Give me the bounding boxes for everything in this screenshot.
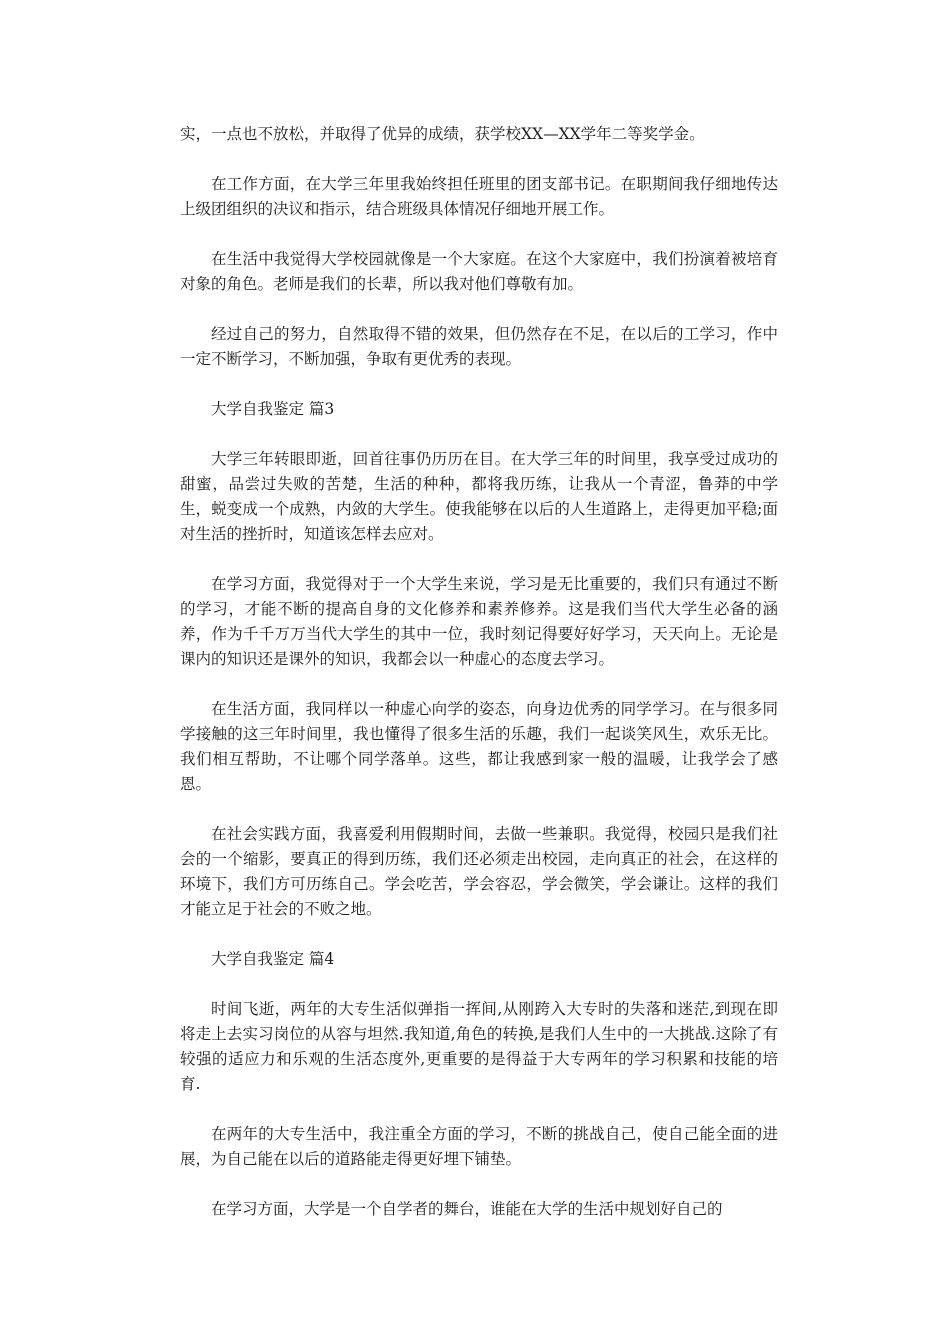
paragraph-intro-3: 大学三年转眼即逝，回首往事仍历历在目。在大学三年的时间里，我享受过成功的甜蜜，品尝过失败的苦楚，生活的种种，都将我历练，让我从一个青涩，鲁莽的中学生，蜕变成一个成熟，内敛的大学生。使我能够在以后的人生道路上，走得更加平稳;面对生活的挫折时，知道该怎样去应对。: [180, 450, 778, 543]
section-heading-4: 大学自我鉴定 篇4: [211, 950, 335, 968]
section-heading-3: 大学自我鉴定 篇3: [211, 400, 335, 418]
paragraph-life-3: 在生活方面，我同样以一种虚心向学的姿态，向身边优秀的同学学习。在与很多同学接触的这三年时间里，我也懂得了很多生活的乐趣，我们一起谈笑风生，欢乐无比。我们相互帮助，不让哪个同学落单。这些，都让我感到家一般的温暖，让我学会了感恩。: [180, 700, 778, 793]
paragraph-work: 在工作方面，在大学三年里我始终担任班里的团支部书记。在职期间我仔细地传达上级团组织的决议和指示，结合班级具体情况仔细地开展工作。: [180, 175, 778, 218]
paragraph-growth-4: 在两年的大专生活中，我注重全方面的学习，不断的挑战自己，使自己能全面的进展，为自己能在以后的道路能走得更好埋下铺垫。: [180, 1125, 778, 1168]
paragraph-practice-3: 在社会实践方面，我喜爱利用假期时间，去做一些兼职。我觉得，校园只是我们社会的一个缩影，要真正的得到历练，我们还必须走出校园，走向真正的社会，在这样的环境下，我们方可历练自己。学会吃苦，学会容忍，学会微笑，学会谦让。这样的我们才能立足于社会的不败之地。: [180, 825, 778, 918]
paragraph-life: 在生活中我觉得大学校园就像是一个大家庭。在这个大家庭中，我们扮演着被培育对象的角色。老师是我们的长辈，所以我对他们尊敬有加。: [180, 250, 778, 293]
paragraph-study-4: 在学习方面，大学是一个自学者的舞台，谁能在大学的生活中规划好自己的: [211, 1200, 723, 1218]
paragraph-continued: 实，一点也不放松，并取得了优异的成绩，获学校XX—XX学年二等奖学金。: [180, 125, 705, 143]
paragraph-study-3: 在学习方面，我觉得对于一个大学生来说，学习是无比重要的，我们只有通过不断的学习，才能不断的提高自身的文化修养和素养修养。这是我们当代大学生必备的涵养，作为千千万万当代大学生的其中一位，我时刻记得要好好学习，天天向上。无论是课内的知识还是课外的知识，我都会以一种虚心的态度去学习。: [180, 575, 778, 668]
document-page: [180, 122, 778, 1247]
paragraph-effort: 经过自己的努力，自然取得不错的效果，但仍然存在不足，在以后的工学习，作中一定不断学习，不断加强，争取有更优秀的表现。: [180, 325, 778, 368]
paragraph-intro-4: 时间飞逝，两年的大专生活似弹指一挥间,从刚跨入大专时的失落和迷茫,到现在即将走上去实习岗位的从容与坦然.我知道,角色的转换,是我们人生中的一大挑战.这除了有较强的适应力和乐观的生活态度外,更重要的是得益于大专两年的学习积累和技能的培育.: [180, 1000, 778, 1093]
